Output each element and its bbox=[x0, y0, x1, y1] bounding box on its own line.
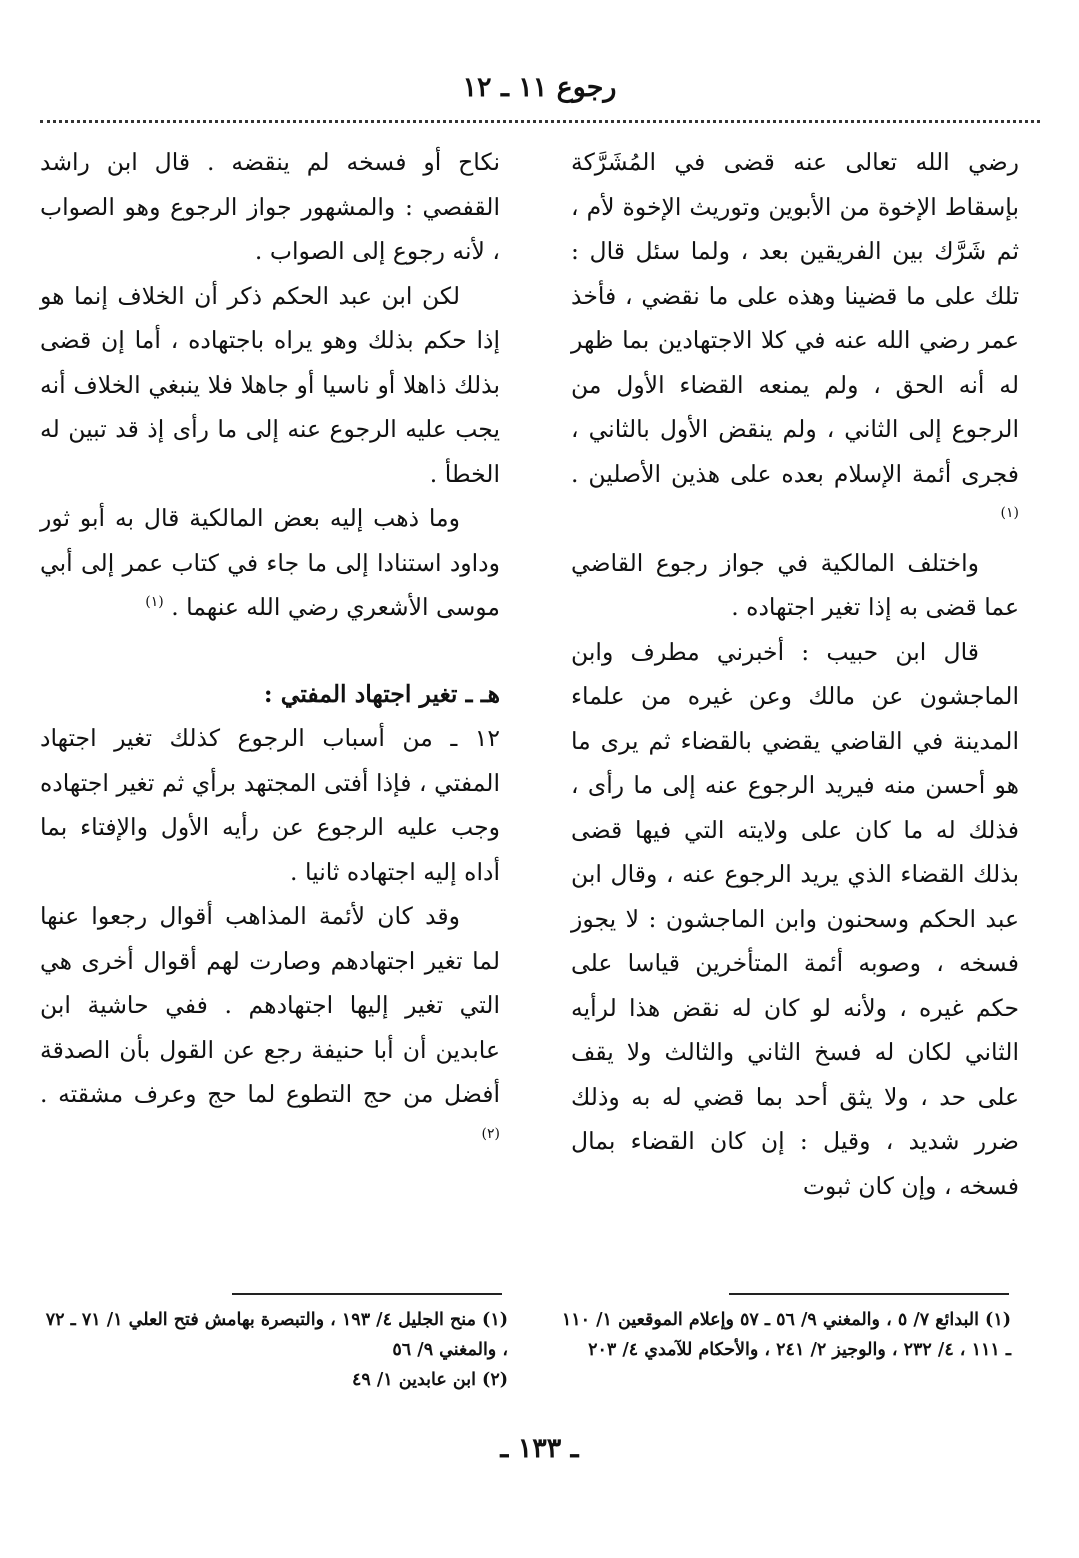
footnote-rule-left bbox=[232, 1293, 502, 1295]
footnote-ref: (١) bbox=[145, 594, 164, 611]
left-column bbox=[40, 140, 500, 1161]
footnote: (١) البدائع ٧/ ٥ ، والمغني ٩/ ٥٦ ـ ٥٧ وإعلام الموقعين ١/ ١١٠ ـ ١١١ ، ٤/ ٢٣٢ ، والوجيز ٢/ ٢٤١ ، والأحكام للآمدي ٤/ ٢٠٣ bbox=[561, 1310, 1011, 1360]
paragraph: قال ابن حبيب : أخبرني مطرف وابن الماجشون عن مالك وعن غيره من علماء المدينة في القاضي يقضي بالقضاء ثم يرى ما هو أحسن منه فيريد الرجوع عنه إلى ما رأى ، فذلك له ما كان على ولايته التي فيها قضى بذلك القضاء الذي يريد الرجوع عنه ، وقال ابن عبد الحكم وسحنون وابن الماجشون : لا يجوز فسخه ، وصوبه أئمة المتأخرين قياسا على حكم غيره ، ولأنه لو كان له نقض هذا لرأيه الثاني لكان له فسخ الثاني والثالث ولا يقف على حد ، ولا يثق أحد بما قضي له به وذلك ضرر شديد ، وقيل : إن كان القضاء بمال فسخه ، وإن كان ثبوت bbox=[571, 637, 1019, 1200]
footnote: (٢) ابن عابدين ١/ ٤٩ bbox=[351, 1370, 508, 1390]
section-heading: هـ ـ تغير اجتهاد المفتي : bbox=[263, 679, 500, 708]
footnotes-left bbox=[40, 1305, 508, 1395]
paragraph bbox=[40, 496, 500, 630]
footnote-ref: (١) bbox=[1000, 505, 1019, 522]
page-number: ـ ١٣٣ ـ bbox=[500, 1433, 579, 1464]
paragraph: نكاح أو فسخه لم ينقضه . قال ابن راشد القفصي : والمشهور جواز الرجوع وهو الصواب ، لأنه رجوع إلى الصواب . bbox=[40, 148, 500, 265]
paragraph-text: رضي الله تعالى عنه قضى في المُشَرَّكة بإسقاط الإخوة من الأبوين وتوريث الإخوة لأم ، ثم شَرَّك بين الفريقين بعد ، ولما سئل قال : تلك على ما قضينا وهذه على ما نقضي ، فأخذ عمر رضي الله عنه في كلا الاجتهادين بما ظهر له أنه الحق ، ولم يمنعه القضاء الأول من الرجوع إلى الثاني ، ولم ينقض الأول بالثاني ، فجرى أئمة الإسلام بعده على هذين الأصلين . bbox=[571, 148, 1019, 488]
paragraph-text: وما ذهب إليه بعض المالكية قال به أبو ثور وداود استنادا إلى ما جاء في كتاب عمر إلى أبي موسى الأشعري رضي الله عنهما . bbox=[40, 504, 500, 621]
paragraph: ١٢ ـ من أسباب الرجوع كذلك تغير اجتهاد المفتي ، فإذا أفتى المجتهد برأي ثم تغير اجتهاده وجب عليه الرجوع عن رأيه الأول والإفتاء بما أداه إليه اجتهاده ثانيا . bbox=[40, 724, 500, 886]
paragraph bbox=[571, 140, 1019, 541]
footnote-ref: (٢) bbox=[481, 1125, 500, 1142]
right-column bbox=[571, 140, 1019, 1208]
paragraph-text: وقد كان لأئمة المذاهب أقوال رجعوا عنها لما تغير اجتهادهم وصارت لهم أقوال أخرى هي التي تغير إليها اجتهادهم . ففي حاشية ابن عابدين أن أبا حنيفة رجع عن القول بأن الصدقة أفضل من حج التطوع لما حج وعرف مشقته . bbox=[40, 902, 500, 1108]
paragraph: واختلف المالكية في جواز رجوع القاضي عما قضى به إذا تغير اجتهاده . bbox=[571, 548, 1019, 621]
paragraph bbox=[40, 894, 500, 1161]
footnotes-right bbox=[559, 1305, 1011, 1365]
running-header: رجوع ١١ ـ ١٢ bbox=[462, 72, 617, 103]
footnote-rule-right bbox=[729, 1293, 1009, 1295]
footnote: (١) منح الجليل ٤/ ١٩٣ ، والتبصرة بهامش فتح العلي ١/ ٧١ ـ ٧٢ ، والمغني ٩/ ٥٦ bbox=[45, 1310, 508, 1360]
header-dotted-rule bbox=[40, 120, 1040, 123]
paragraph: لكن ابن عبد الحكم ذكر أن الخلاف إنما هو إذا حكم بذلك وهو يراه باجتهاده ، أما إن قضى بذلك ذاهلا أو ناسيا أو جاهلا فلا ينبغي الخلاف أنه يجب عليه الرجوع عنه إلى ما رأى إذ قد تبين له الخطأ . bbox=[40, 281, 500, 488]
